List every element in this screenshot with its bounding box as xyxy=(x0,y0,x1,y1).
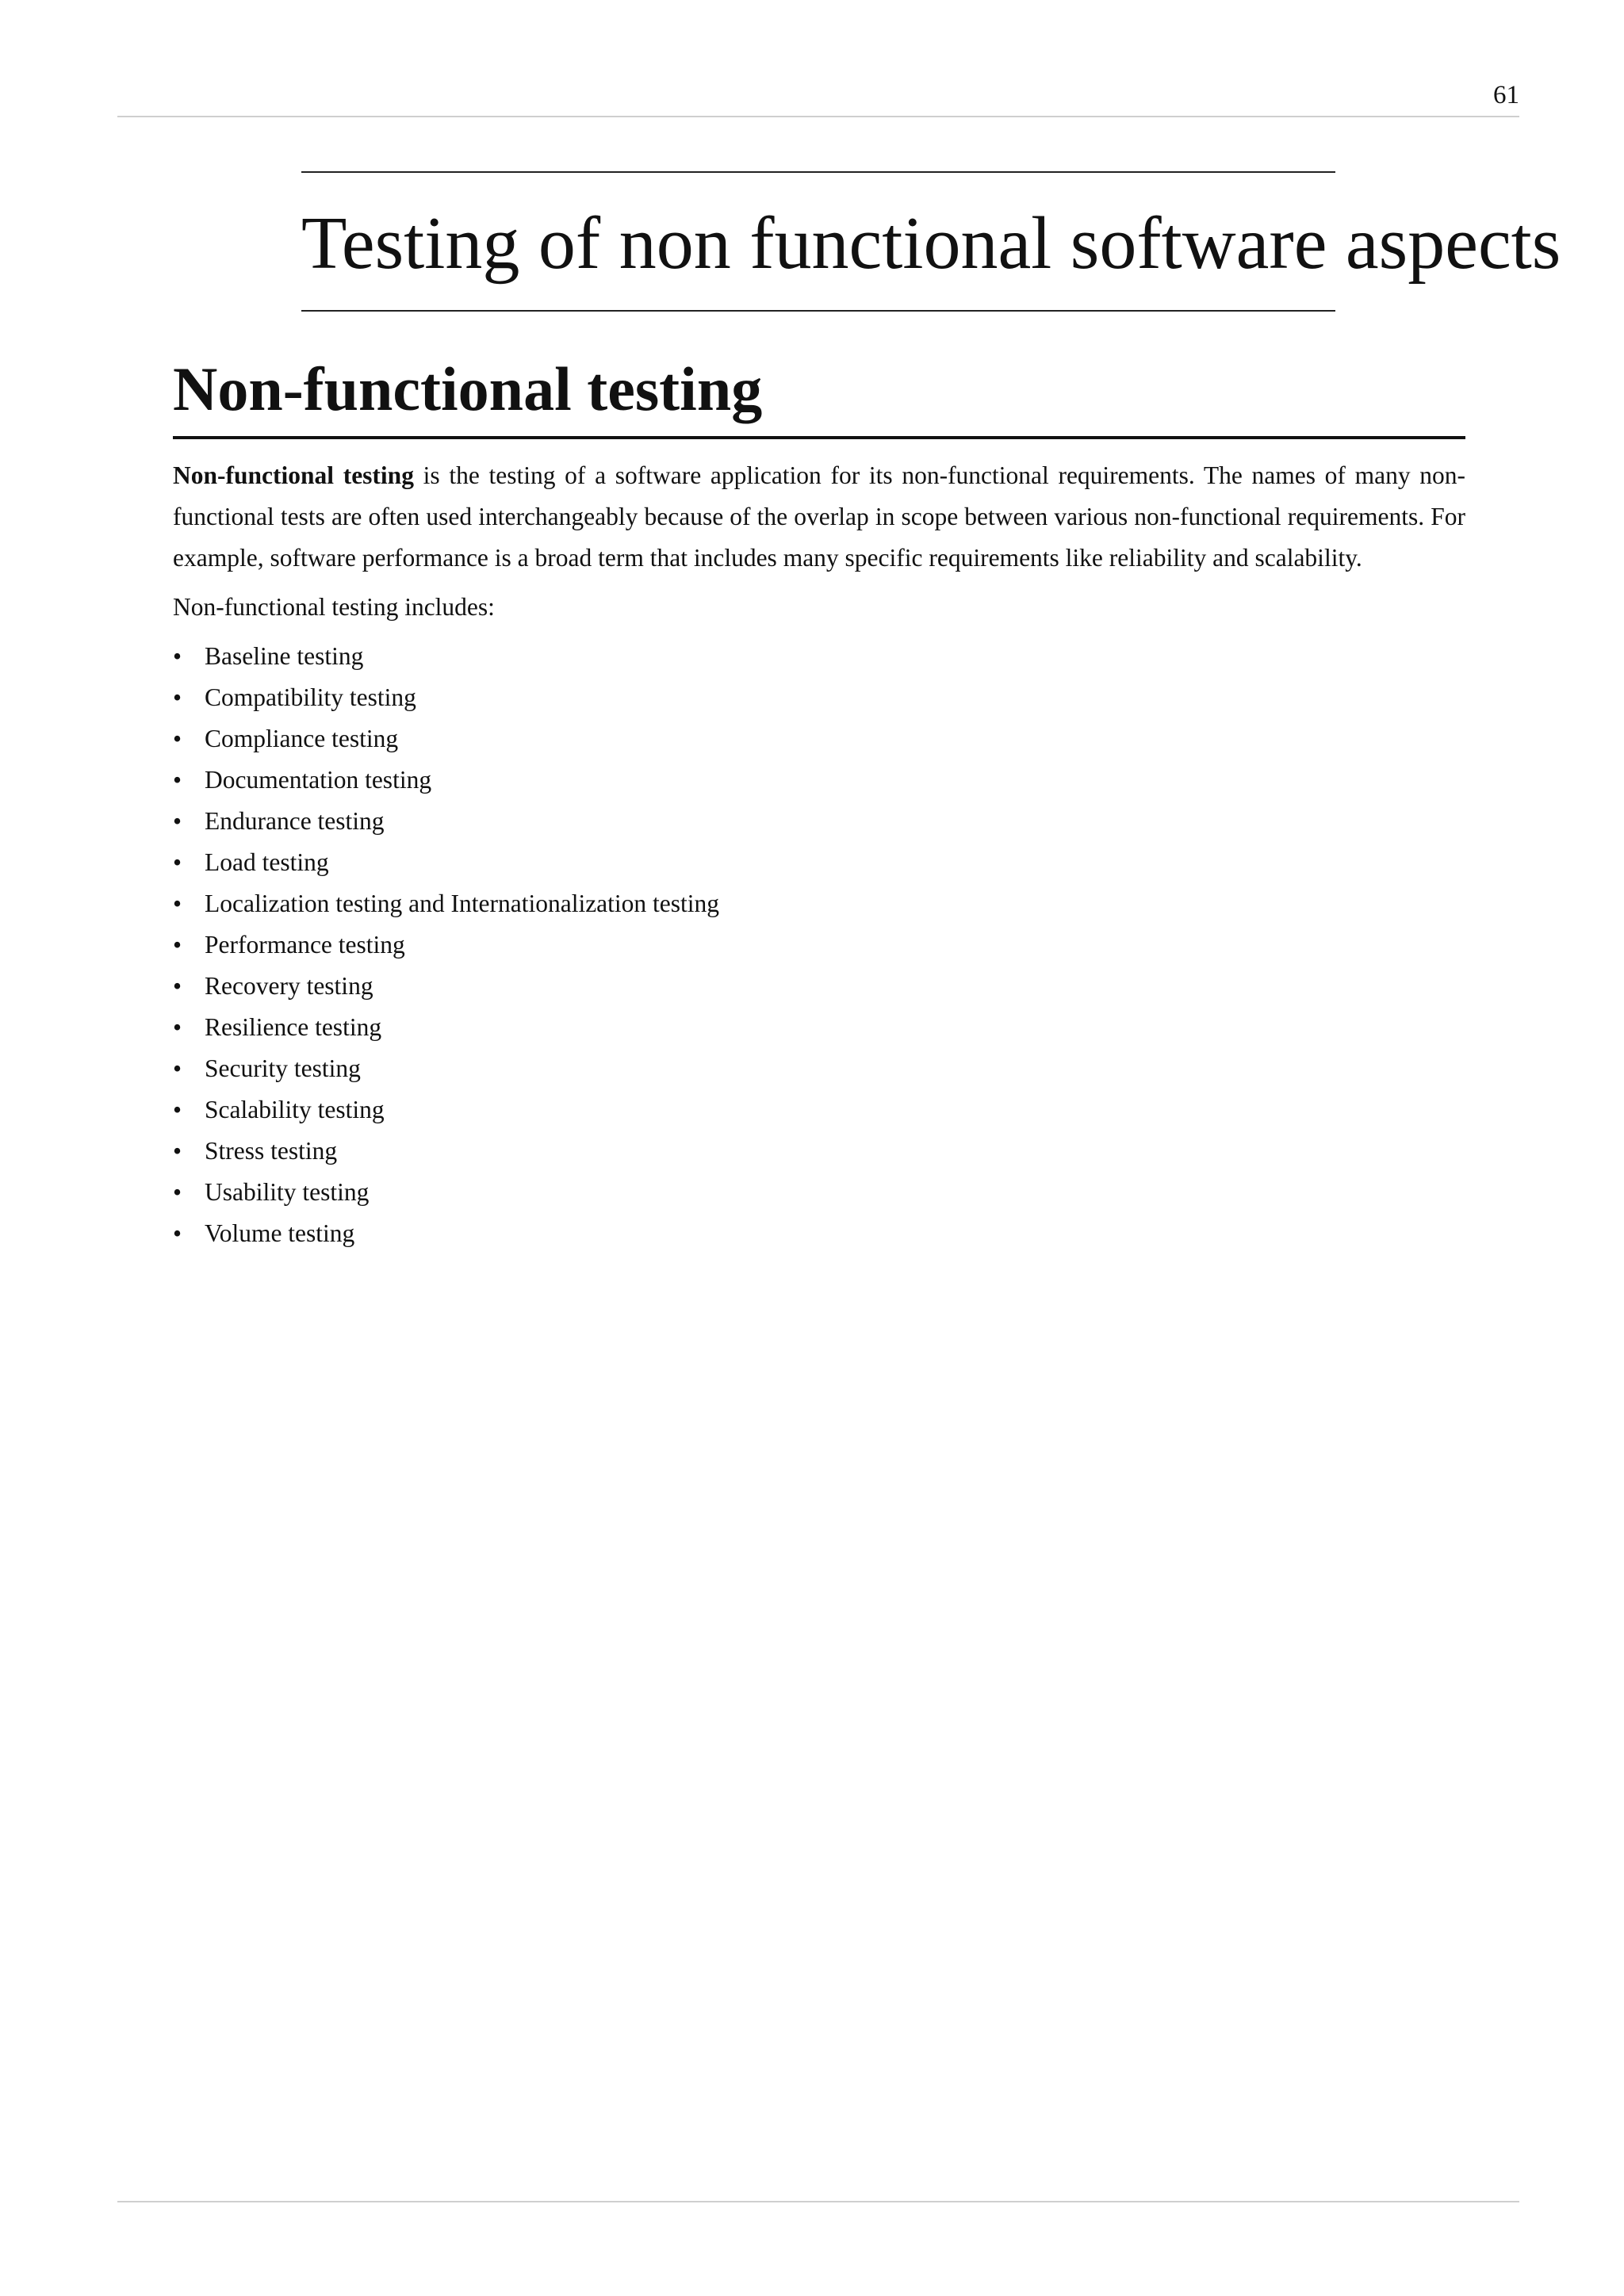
bullet-icon: • xyxy=(173,641,182,670)
list-item-label: Security testing xyxy=(205,1054,361,1082)
list-intro: Non-functional testing includes: xyxy=(173,592,495,621)
list-item-label: Localization testing and Internationalization testing xyxy=(205,889,720,917)
bullet-icon: • xyxy=(173,806,182,835)
list-item-label: Resilience testing xyxy=(205,1012,382,1041)
page-number: 61 xyxy=(1493,81,1519,109)
list-item-label: Scalability testing xyxy=(205,1095,385,1123)
bullet-icon: • xyxy=(173,724,182,752)
footer-rule xyxy=(117,2201,1519,2202)
bullet-icon: • xyxy=(173,848,182,876)
bullet-icon: • xyxy=(173,1095,182,1123)
list-item xyxy=(173,1131,1465,1172)
list-item xyxy=(173,1213,1465,1254)
chapter-title-block xyxy=(301,171,1561,312)
section-heading: Non-functional testing xyxy=(173,355,1465,439)
bullet-icon: • xyxy=(173,1054,182,1082)
definition-paragraph xyxy=(173,455,1465,579)
list-item xyxy=(173,636,1465,677)
definition-term: Non-functional testing xyxy=(173,461,414,489)
bullet-icon: • xyxy=(173,1136,182,1165)
bullet-icon: • xyxy=(173,971,182,1000)
bullet-icon: • xyxy=(173,1177,182,1206)
list-item-label: Stress testing xyxy=(205,1136,338,1165)
section-content xyxy=(173,355,1465,1254)
list-item-label: Compatibility testing xyxy=(205,683,416,711)
list-item-label: Performance testing xyxy=(205,930,405,959)
list-item-label: Compliance testing xyxy=(205,724,399,752)
header-rule xyxy=(117,116,1519,117)
list-item xyxy=(173,1048,1465,1089)
list-item-label: Endurance testing xyxy=(205,806,385,835)
list-item xyxy=(173,1089,1465,1131)
bullet-icon: • xyxy=(173,1012,182,1041)
list-item-label: Usability testing xyxy=(205,1177,370,1206)
list-item-label: Recovery testing xyxy=(205,971,373,1000)
definition-text: is the testing of a software application for its non-functional requirements. The names of many non-functional tests are often used interchangeably because of the overlap in scope between various non-functional requirements. For example, software performance is a broad term that includes many specific requirements like reliability and scalability. xyxy=(173,461,1465,572)
list-item xyxy=(173,677,1465,718)
bullet-icon: • xyxy=(173,765,182,794)
list-item xyxy=(173,801,1465,842)
chapter-title: Testing of non functional software aspects xyxy=(301,202,1561,285)
bullet-icon: • xyxy=(173,1219,182,1247)
bullet-icon: • xyxy=(173,683,182,711)
list-item xyxy=(173,1007,1465,1048)
list-item-label: Load testing xyxy=(205,848,329,876)
bullet-icon: • xyxy=(173,889,182,917)
list-item-label: Documentation testing xyxy=(205,765,432,794)
list-item-label: Baseline testing xyxy=(205,641,364,670)
list-item xyxy=(173,883,1465,924)
testing-types-list xyxy=(173,636,1465,1254)
list-item-label: Volume testing xyxy=(205,1219,355,1247)
list-item xyxy=(173,760,1465,801)
list-item xyxy=(173,718,1465,760)
chapter-bottom-rule xyxy=(301,310,1335,312)
bullet-icon: • xyxy=(173,930,182,959)
list-item xyxy=(173,842,1465,883)
list-item xyxy=(173,1172,1465,1213)
list-item xyxy=(173,924,1465,966)
list-item xyxy=(173,966,1465,1007)
